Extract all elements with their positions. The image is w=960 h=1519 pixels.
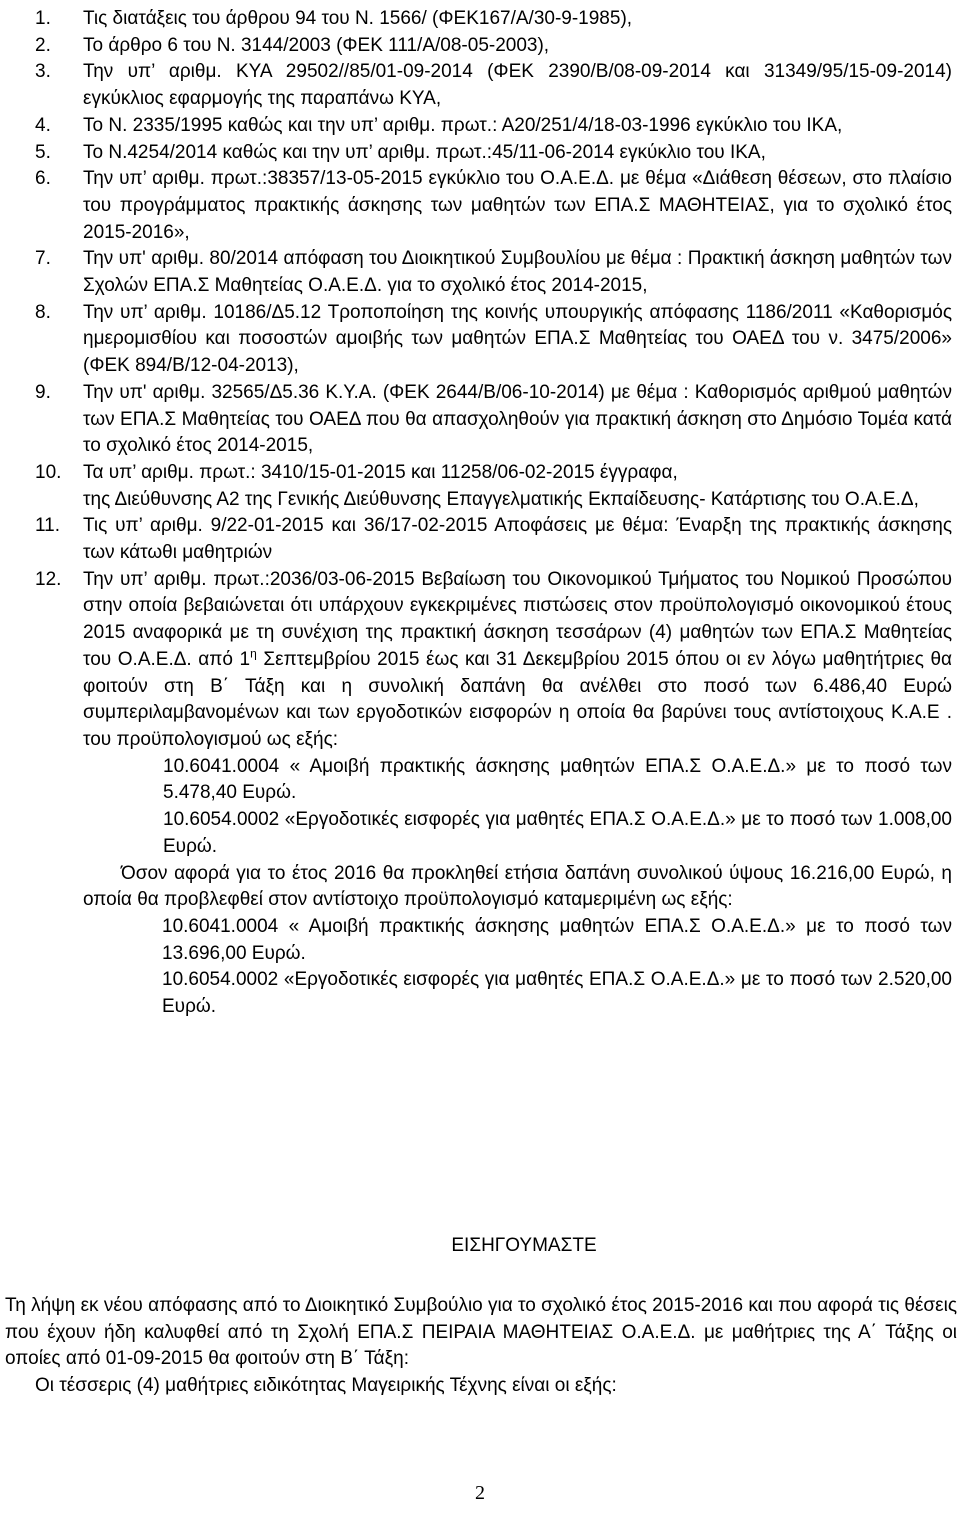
- list-item-text: Την υπ’ αριθμ. πρωτ.:38357/13-05-2015 εγκύκλιο του Ο.Α.Ε.Δ. με θέμα «Διάθεση θέσεων, στο πλαίσιο του προγράμματος πρακτικής άσκησης των μαθητών των ΕΠΑ.Σ ΜΑΘΗΤΕΙΑΣ, για το σχολικό έτος 2015-2016»,: [83, 168, 952, 243]
- closing-paragraph: [5, 1293, 957, 1400]
- list-item-number: 6.: [35, 168, 51, 190]
- list-item: [0, 460, 952, 513]
- list-item-text: Την υπ’ αριθμ. ΚΥΑ 29502//85/01-09-2014 (ΦΕΚ 2390/Β/08-09-2014 και 31349/95/15-09-2014) εγκύκλιος εφαρμογής της παραπάνω ΚΥΑ,: [83, 61, 952, 110]
- list-item: [0, 59, 952, 112]
- considerations-list: [0, 6, 952, 1021]
- list-item-text: Τα υπ’ αριθμ. πρωτ.: 3410/15-01-2015 και 11258/06-02-2015 έγγραφα,: [83, 461, 678, 483]
- section-heading: [0, 1233, 960, 1260]
- list-item: [0, 567, 952, 754]
- list-item: [0, 33, 952, 60]
- bullet-text: 10.6054.0002 «Εργοδοτικές εισφορές για μαθητές ΕΠΑ.Σ Ο.Α.Ε.Δ.» με το ποσό των 1.008,00 Ευρώ.: [163, 809, 952, 857]
- list-item: [0, 113, 952, 140]
- bullet-text: 10.6054.0002 «Εργοδοτικές εισφορές για μαθητές ΕΠΑ.Σ Ο.Α.Ε.Δ.» με το ποσό των 2.520,00 Ευρώ.: [162, 969, 952, 1018]
- list-item: [0, 246, 952, 299]
- list-item-text: Το Ν.4254/2014 καθώς και την υπ’ αριθμ. πρωτ.:45/11-06-2014 εγκύκλιο του ΙΚΑ,: [83, 141, 766, 163]
- page-number: 2: [475, 1482, 485, 1504]
- bullet-item: [0, 914, 952, 967]
- list-item: [0, 380, 952, 460]
- list-item-number: 7.: [35, 248, 51, 270]
- list-item-text: Το άρθρο 6 του Ν. 3144/2003 (ΦΕΚ 111/Α/08-05-2003),: [83, 34, 550, 56]
- ordinal-superscript: η: [250, 646, 257, 661]
- bullet-item: [0, 807, 952, 860]
- list-item-text: Την υπ’ αριθμ. 10186/Δ5.12 Τροποποίηση της κοινής υπουργικής απόφασης 1186/2011 «Καθορισμός ημερομισθίου και ποσοστών αμοιβής των μαθητών ΕΠΑ.Σ Μαθητείας του ΟΑΕΔ του ν. 3475/2006» (ΦΕΚ 894/Β/12-04-2013),: [83, 301, 952, 377]
- list-item-number: 8.: [35, 301, 51, 323]
- paragraph-2016: Όσον αφορά για το έτος 2016 θα προκληθεί ετήσια δαπάνη συνολικού ύψους 16.216,00 Ευρώ, η οποία θα προβλεφθεί στον αντίστοιχο προϋπολογισμό καταμεριμένη ως εξής:: [83, 862, 952, 911]
- bullet-text: 10.6041.0004 « Αμοιβή πρακτικής άσκησης μαθητών ΕΠΑ.Σ Ο.Α.Ε.Δ.» με το ποσό των 5.478,40 Ευρώ.: [163, 755, 952, 804]
- closing-text: Τη λήψη εκ νέου απόφασης από το Διοικητικό Συμβούλιο για το σχολικό έτος 2015-2016 και που αφορά τις θέσεις που έχουν ήδη καλυφθεί από τη Σχολή ΕΠΑ.Σ ΠΕΙΡΑΙΑ ΜΑΘΗΤΕΙΑΣ Ο.Α.Ε.Δ. με μαθήτριες της Α΄ Τάξης οι οποίες από 01-09-2015 θα φοιτούν στη Β΄ Τάξη:: [5, 1295, 957, 1370]
- bullet-text: 10.6041.0004 « Αμοιβή πρακτικής άσκησης μαθητών ΕΠΑ.Σ Ο.Α.Ε.Δ.» με το ποσό των 13.696,00 Ευρώ.: [162, 915, 952, 964]
- bullet-item: [0, 967, 952, 1020]
- list-item-text: Την υπ' αριθμ. 80/2014 απόφαση του Διοικητικού Συμβουλίου με θέμα : Πρακτική άσκηση μαθητών των Σχολών ΕΠΑ.Σ Μαθητείας Ο.Α.Ε.Δ. για το σχολικό έτος 2014-2015,: [83, 248, 952, 297]
- list-item-subtext: της Διεύθυνσης Α2 της Γενικής Διεύθυνσης Επαγγελματικής Εκπαίδευσης- Κατάρτισης του Ο.Α.Ε.Δ,: [83, 488, 919, 510]
- list-item-text: Τις διατάξεις του άρθρου 94 του Ν. 1566/ (ΦΕΚ167/Α/30-9-1985),: [83, 8, 633, 29]
- list-item-number: 4.: [35, 114, 51, 136]
- list-item-number: 3.: [35, 61, 51, 83]
- list-item-text: Την υπ' αριθμ. 32565/Δ5.36 Κ.Υ.Α. (ΦΕΚ 2644/Β/06-10-2014) με θέμα : Καθορισμός αριθμού μαθητών των ΕΠΑ.Σ Μαθητείας του ΟΑΕΔ που θα απασχοληθούν για πρακτική άσκηση στο Δημόσιο Τομέα κατά το σχολικό έτος 2014-2015,: [83, 381, 952, 457]
- list-item-text-part: Σεπτεμβρίου 2015 έως και 31 Δεκεμβρίου 2015 όπου οι εν λόγω μαθητήτριες θα φοιτούν στη Β΄ Τάξη και η συνολική δαπάνη θα ανέλθει στο ποσό των 6.486,40 Ευρώ συμπεριλαμβανομένων και των εργοδοτικών εισφορών η οποία θα βαρύνει τους αντίστοιχους Κ.Α.Ε . του προϋπολογισμού ως εξής:: [83, 648, 952, 750]
- list-item: [0, 140, 952, 167]
- list-item: [0, 513, 952, 566]
- heading-text: ΕΙΣΗΓΟΥΜΑΣΤΕ: [451, 1235, 597, 1256]
- closing-last-line: Οι τέσσερις (4) μαθήτριες ειδικότητας Μαγειρικής Τέχνης είναι οι εξής:: [35, 1375, 617, 1397]
- list-item-text: Το Ν. 2335/1995 καθώς και την υπ’ αριθμ. πρωτ.: Α20/251/4/18-03-1996 εγκύκλιο του ΙΚΑ,: [83, 114, 843, 136]
- list-item: [0, 300, 952, 380]
- list-item-number: 11.: [35, 515, 61, 537]
- list-item: [0, 166, 952, 246]
- list-item-number: 12.: [35, 568, 62, 590]
- list-item-number: 9.: [35, 381, 51, 403]
- list-item-number: 1.: [35, 8, 51, 29]
- list-item-text: Τις υπ’ αριθμ. 9/22-01-2015 και 36/17-02-2015 Αποφάσεις με θέμα: Έναρξη της πρακτικής άσκησης των κάτωθι μαθητριών: [83, 515, 952, 564]
- list-item-text: [83, 567, 952, 754]
- bullet-item: [0, 754, 952, 807]
- list-item-number: 5.: [35, 141, 51, 163]
- list-item: [0, 6, 952, 33]
- list-item-number: 2.: [35, 34, 51, 56]
- list-item-number: 10.: [35, 461, 62, 483]
- list-item-text-part: Την υπ’ αριθμ. πρωτ.:2036/03-06-2015 Βεβαίωση του Οικονομικού Τμήματος του Νομικού Προσώπου στην οποία βεβαιώνεται ότι υπάρχουν εγκεκριμένες πιστώσεις στον προϋπολογισμό οικονομικού έτους 2015 αναφορικά με τη συνέχιση της πρακτική άσκηση τεσσάρων (4) μαθητών των ΕΠΑ.Σ Μαθητείας του Ο.Α.Ε.Δ. από 1: [83, 568, 952, 670]
